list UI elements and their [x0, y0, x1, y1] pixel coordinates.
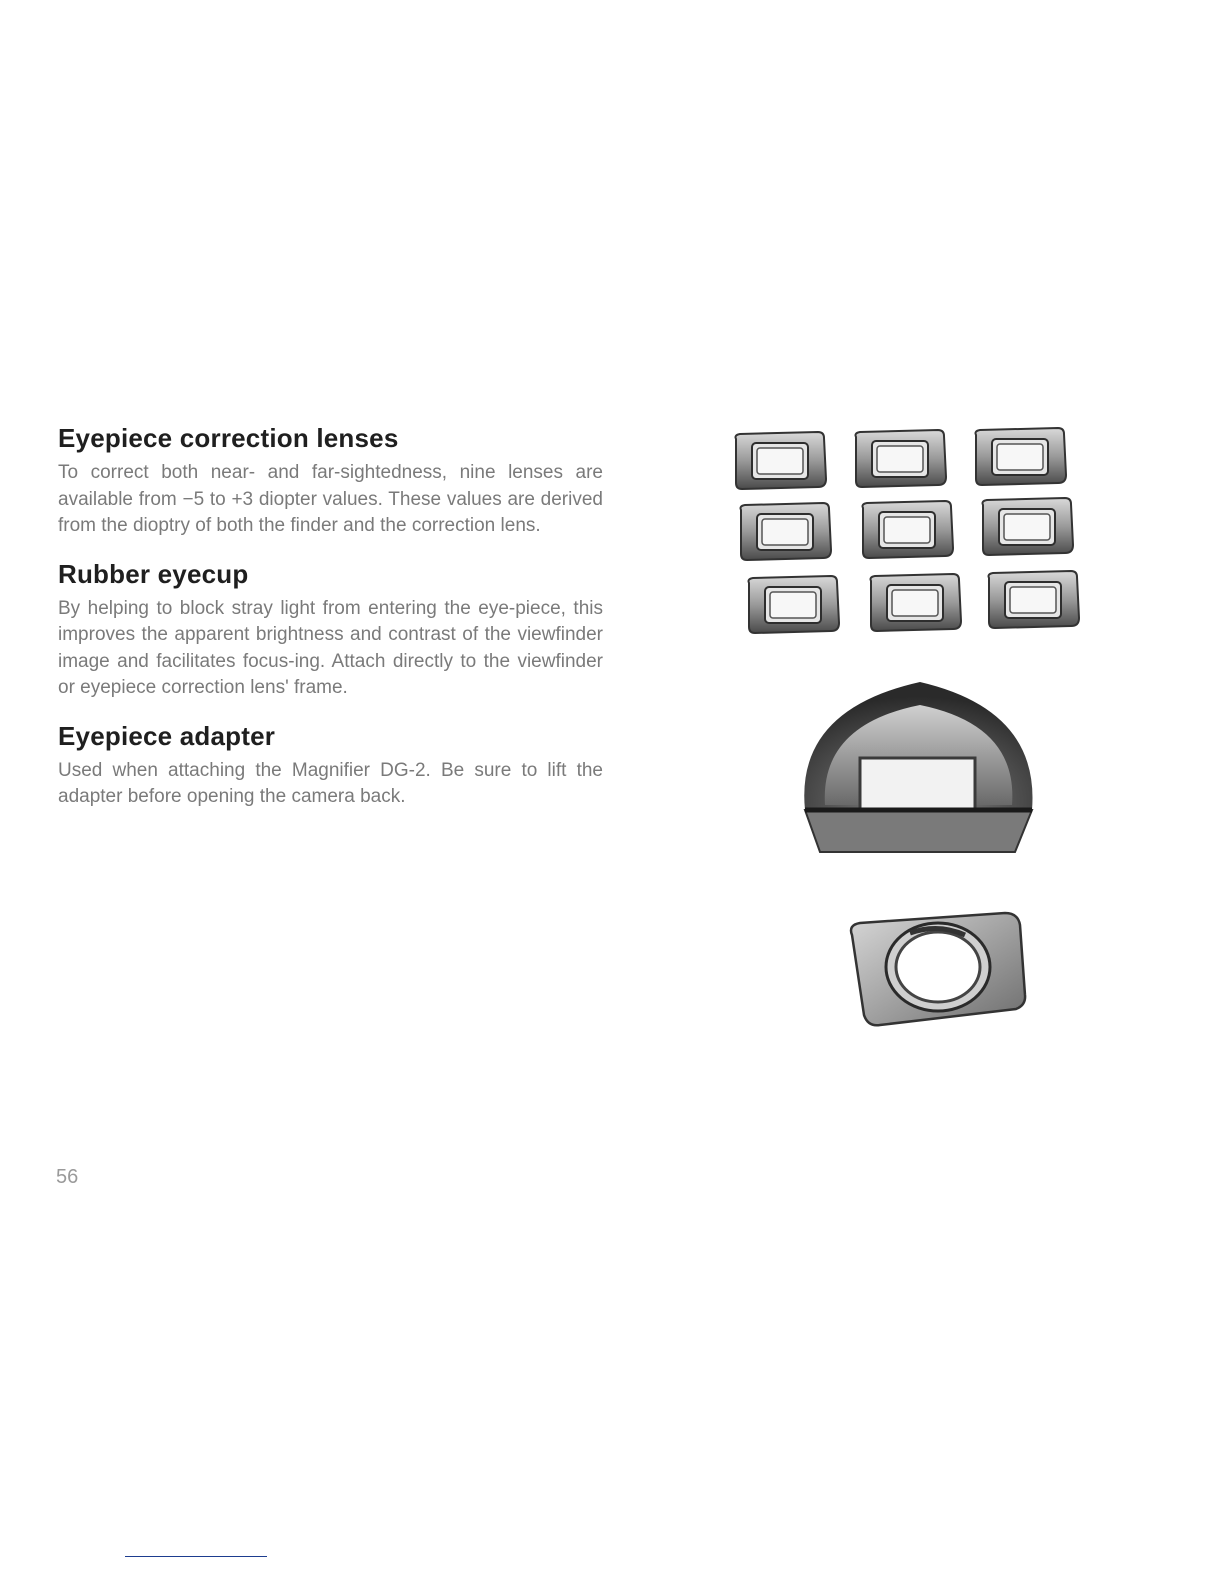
- body-rubber-eyecup: By helping to block stray light from entering the eye-piece, this improves the apparent brightness and contrast of the viewfinder image and facilitates focus-ing. Attach directly to the viewfinder or eyepiece correction lens' frame.: [58, 597, 603, 698]
- section-correction-lenses: [58, 420, 603, 540]
- section-eyepiece-adapter: [58, 718, 603, 811]
- lens-row-3: [749, 571, 1080, 633]
- lens-row-1: [736, 428, 1067, 489]
- body-correction-lenses: To correct both near- and far-sightedness, nine lenses are available from −5 to +3 diopter values. These values are derived from the dioptry of both the finder and the correction lens.: [58, 462, 603, 536]
- rubber-eyecup-photo: [790, 670, 1050, 860]
- eyepiece-adapter-photo: [840, 905, 1030, 1030]
- heading-correction-lenses: Eyepiece correction lenses: [58, 423, 399, 453]
- section-rubber-eyecup: [58, 556, 603, 702]
- correction-lenses-photo: [725, 425, 1090, 645]
- text-column: [58, 420, 603, 827]
- lens-row-2: [741, 498, 1074, 560]
- heading-eyepiece-adapter: Eyepiece adapter: [58, 720, 276, 751]
- heading-rubber-eyecup: Rubber eyecup: [58, 558, 249, 589]
- page-number: 56: [56, 1166, 79, 1188]
- footer-rule: [125, 1556, 267, 1557]
- body-eyepiece-adapter: Used when attaching the Magnifier DG-2. Be sure to lift the adapter before opening the camera back.: [58, 759, 603, 807]
